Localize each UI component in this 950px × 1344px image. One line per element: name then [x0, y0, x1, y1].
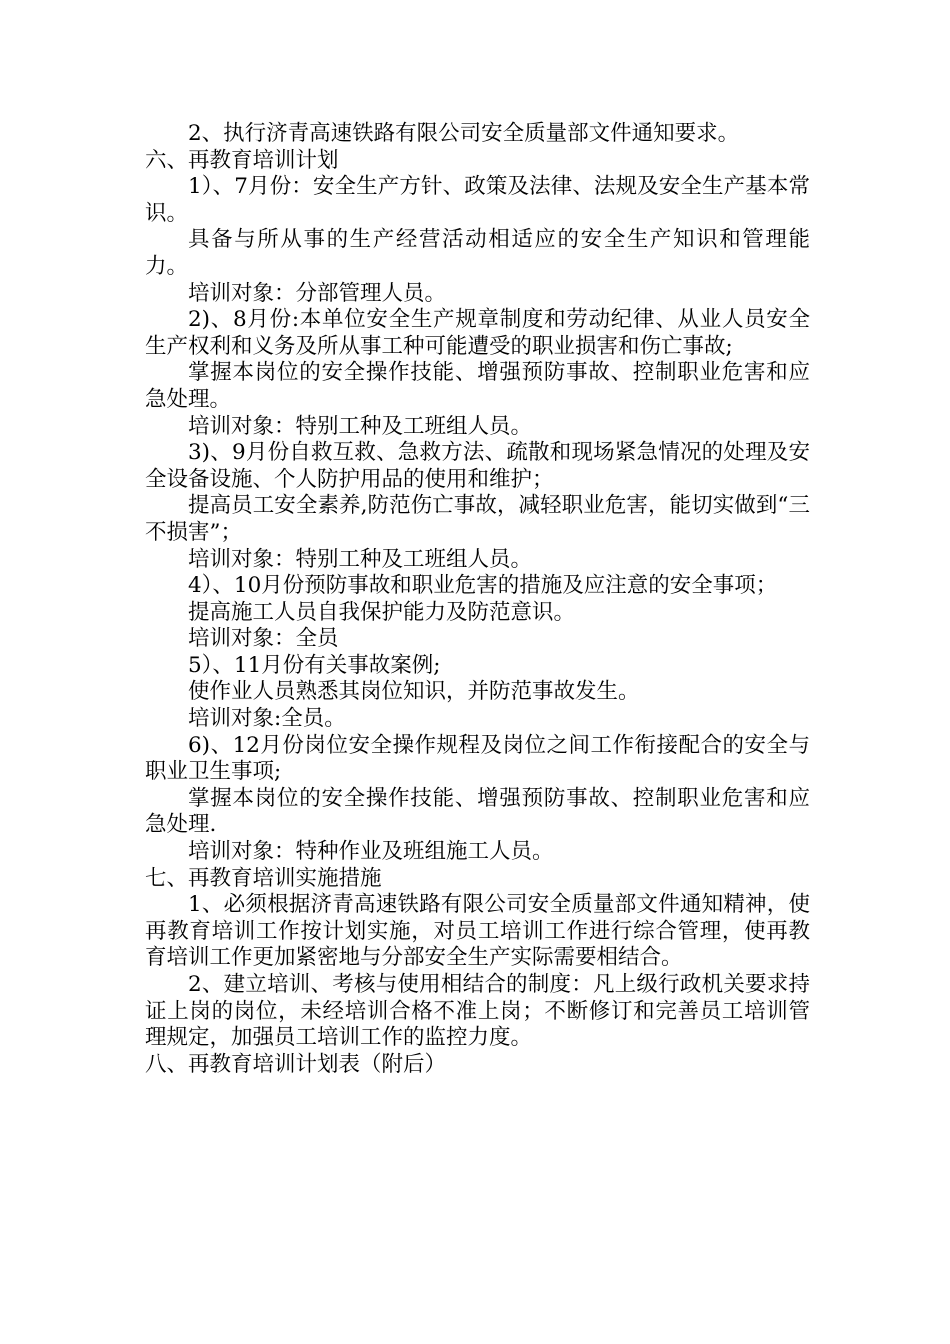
paragraph-august-topic: 2)、8月份:本单位安全生产规章制度和劳动纪律、从业人员安全生产权利和义务及所从事工种可能遭受的职业损害和伤亡事故; [145, 307, 810, 359]
paragraph-november-goal: 使作业人员熟悉其岗位知识，并防范事故发生。 [188, 679, 640, 705]
paragraph-october-topic: 4）、10月份预防事故和职业危害的措施及应注意的安全事项； [188, 573, 778, 599]
paragraph-july-audience: 培训对象：分部管理人员。 [188, 280, 447, 306]
paragraph-item-2-notice: 2、执行济青高速铁路有限公司安全质量部文件通知要求。 [188, 121, 740, 146]
paragraph-august-goal: 掌握本岗位的安全操作技能、增强预防事故、控制职业危害和应急处理。 [145, 360, 810, 412]
section-heading-7: 七、再教育培训实施措施 [145, 865, 382, 891]
paragraph-october-audience: 培训对象：全员 [188, 626, 339, 652]
paragraph-july-topic: 1）、7月份：安全生产方针、政策及法律、法规及安全生产基本常识。 [145, 174, 810, 226]
paragraph-december-topic: 6)、12月份岗位安全操作规程及岗位之间工作衔接配合的安全与职业卫生事项; [145, 732, 810, 785]
paragraph-november-topic: 5）、11月份有关事故案例; [188, 652, 441, 678]
paragraph-november-audience: 培训对象:全员。 [188, 706, 346, 732]
paragraph-august-audience: 培训对象：特别工种及工班组人员。 [188, 413, 533, 439]
paragraph-july-goal: 具备与所从事的生产经营活动相适应的安全生产知识和管理能力。 [145, 227, 810, 279]
section-heading-8: 八、再教育培训计划表（附后） [145, 1051, 447, 1077]
paragraph-september-goal: 提高员工安全素养,防范伤亡事故，减轻职业危害，能切实做到“三不损害”； [145, 493, 810, 545]
paragraph-september-topic: 3)、9月份自救互救、急救方法、疏散和现场紧急情况的处理及安全设备设施、个人防护用品的使用和维护； [145, 440, 810, 492]
paragraph-october-goal: 提高施工人员自我保护能力及防范意识。 [188, 599, 576, 625]
document-page [145, 121, 810, 1078]
section-heading-6: 六、再教育培训计划 [145, 147, 339, 173]
paragraph-december-goal: 掌握本岗位的安全操作技能、增强预防事故、控制职业危害和应急处理. [145, 785, 810, 838]
paragraph-measure-2: 2、建立培训、考核与使用相结合的制度：凡上级行政机关要求持证上岗的岗位，未经培训合格不准上岗；不断修订和完善员工培训管理规定，加强员工培训工作的监控力度。 [145, 972, 810, 1051]
paragraph-measure-1: 1、必须根据济青高速铁路有限公司安全质量部文件通知精神，使再教育培训工作按计划实施，对员工培训工作进行综合管理，使再教育培训工作更加紧密地与分部安全生产实际需要相结合。 [145, 892, 810, 971]
paragraph-december-audience: 培训对象：特种作业及班组施工人员。 [188, 839, 554, 865]
paragraph-september-audience: 培训对象：特别工种及工班组人员。 [188, 546, 533, 572]
